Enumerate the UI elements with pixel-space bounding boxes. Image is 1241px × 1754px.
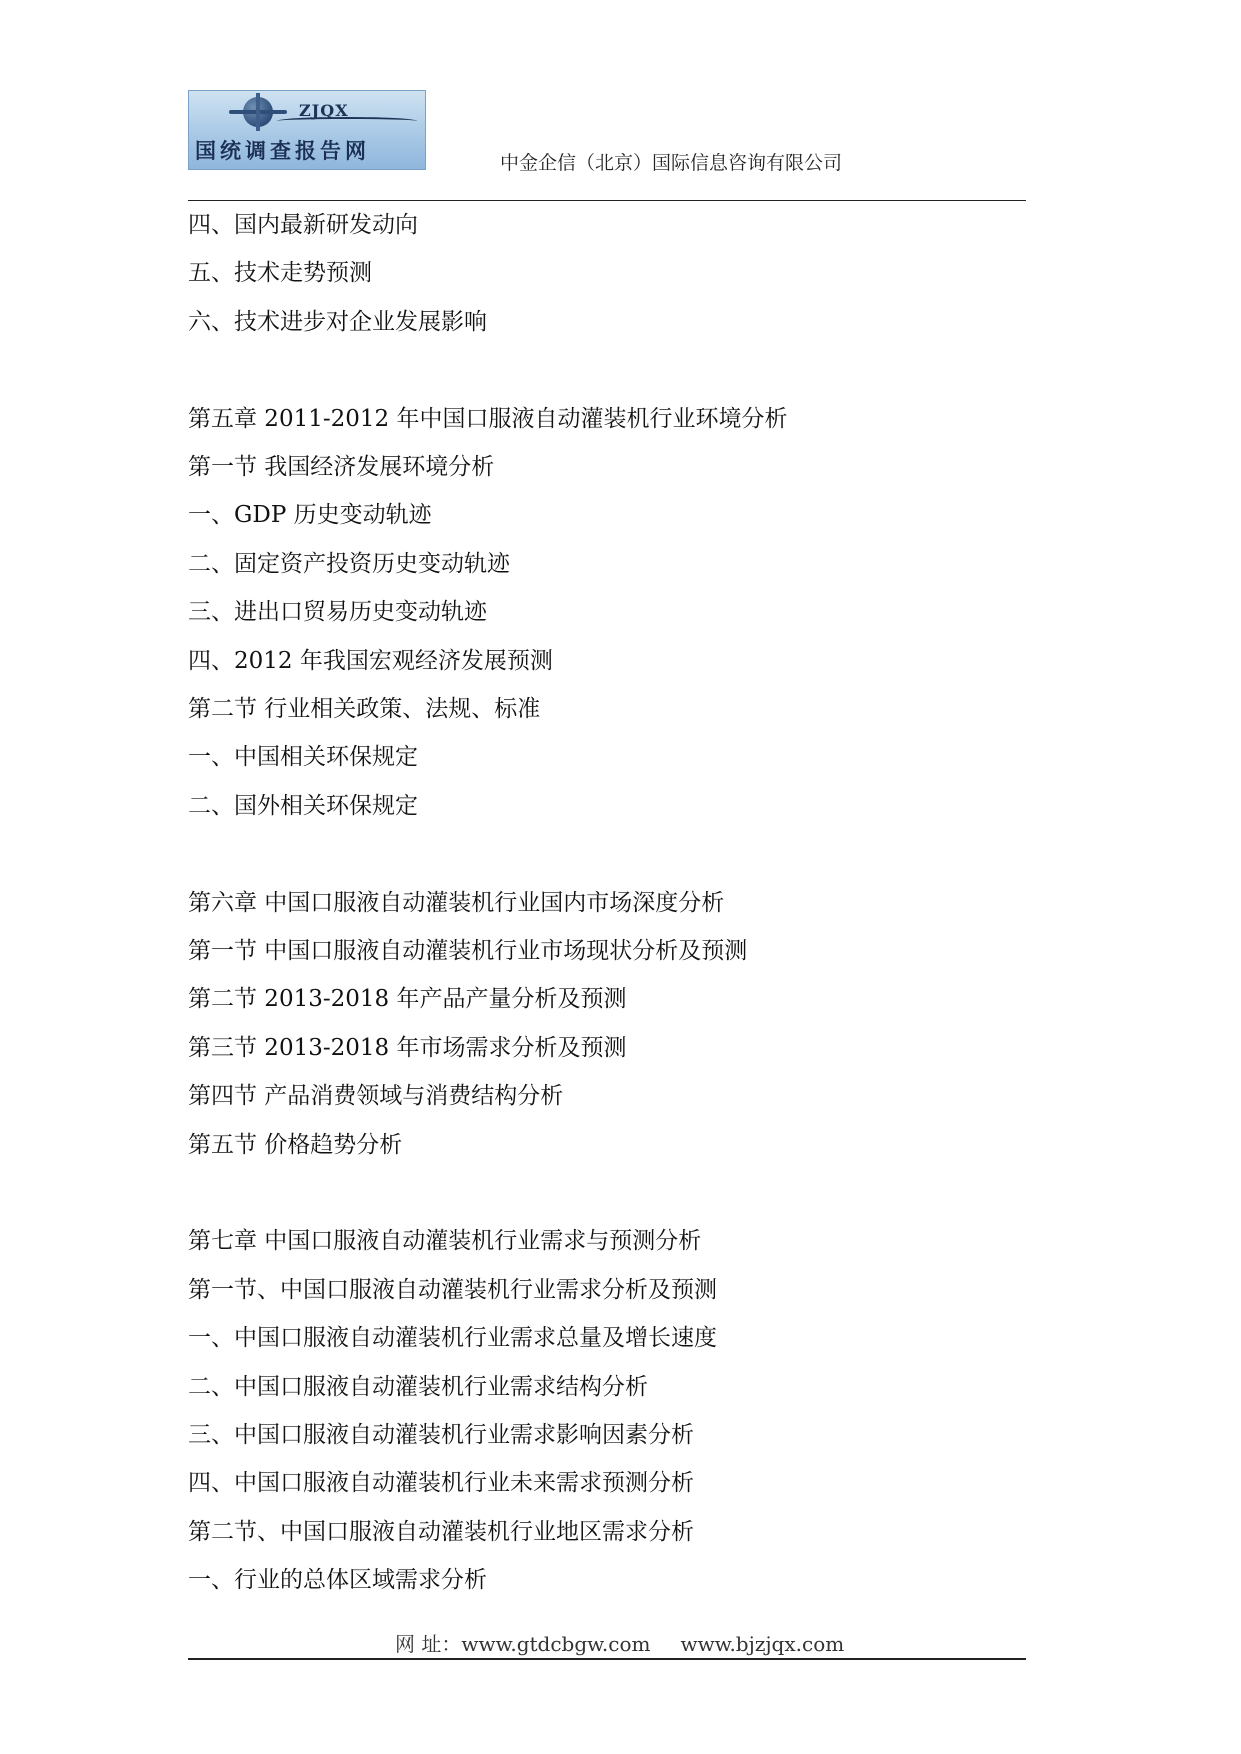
footer-urls <box>395 1628 844 1657</box>
toc-item: 第六章 中国口服液自动灌装机行业国内市场深度分析 <box>188 889 725 916</box>
toc-item: 第四节 产品消费领域与消费结构分析 <box>188 1083 564 1110</box>
toc-item: 三、中国口服液自动灌装机行业需求影响因素分析 <box>188 1422 694 1448</box>
toc-item: 六、技术进步对企业发展影响 <box>188 308 487 335</box>
toc-item: 第五节 价格趋势分析 <box>188 1131 403 1158</box>
toc-item: 第七章 中国口服液自动灌装机行业需求与预测分析 <box>188 1228 702 1255</box>
toc-item: 一、中国口服液自动灌装机行业需求总量及增长速度 <box>188 1325 717 1352</box>
toc-item: 五、技术走势预测 <box>188 260 372 287</box>
toc-item: 四、中国口服液自动灌装机行业未来需求预测分析 <box>188 1470 694 1497</box>
toc-item: 四、2012 年我国宏观经济发展预测 <box>188 647 553 674</box>
toc-item: 第一节、中国口服液自动灌装机行业需求分析及预测 <box>188 1276 717 1303</box>
footer-url-2[interactable]: www.bjzjqx.com <box>680 1632 845 1656</box>
toc-item: 第一节 中国口服液自动灌装机行业市场现状分析及预测 <box>188 938 748 964</box>
toc-item: 一、GDP 历史变动轨迹 <box>188 502 432 529</box>
toc-item: 二、中国口服液自动灌装机行业需求结构分析 <box>188 1373 648 1400</box>
footer-url-1[interactable]: www.gtdcbgw.com <box>461 1632 651 1656</box>
toc-item: 第五章 2011-2012 年中国口服液自动灌装机行业环境分析 <box>188 405 788 432</box>
company-name: 中金企信（北京）国际信息咨询有限公司 <box>500 152 843 174</box>
toc-item: 一、中国相关环保规定 <box>188 744 418 771</box>
footer-label: 网 址： <box>395 1632 462 1656</box>
logo-brand: ZJQX <box>299 101 349 120</box>
toc-item: 第三节 2013-2018 年市场需求分析及预测 <box>188 1034 627 1061</box>
toc-item: 第二节、中国口服液自动灌装机行业地区需求分析 <box>188 1518 694 1545</box>
toc-item: 二、国外相关环保规定 <box>188 792 418 819</box>
toc-item: 第二节 2013-2018 年产品产量分析及预测 <box>188 986 627 1013</box>
toc-item: 四、国内最新研发动向 <box>188 212 418 238</box>
toc-item: 二、固定资产投资历史变动轨迹 <box>188 550 510 577</box>
toc-item: 第一节 我国经济发展环境分析 <box>188 454 495 480</box>
logo-text: 国统调查报告网 <box>195 139 370 163</box>
toc-item: 三、进出口贸易历史变动轨迹 <box>188 599 487 626</box>
header-divider <box>188 200 1026 201</box>
globe-icon <box>243 97 273 127</box>
toc-item: 第二节 行业相关政策、法规、标准 <box>188 696 541 722</box>
toc-item: 一、行业的总体区域需求分析 <box>188 1567 487 1594</box>
footer-divider <box>188 1658 1026 1660</box>
company-logo <box>188 90 426 170</box>
